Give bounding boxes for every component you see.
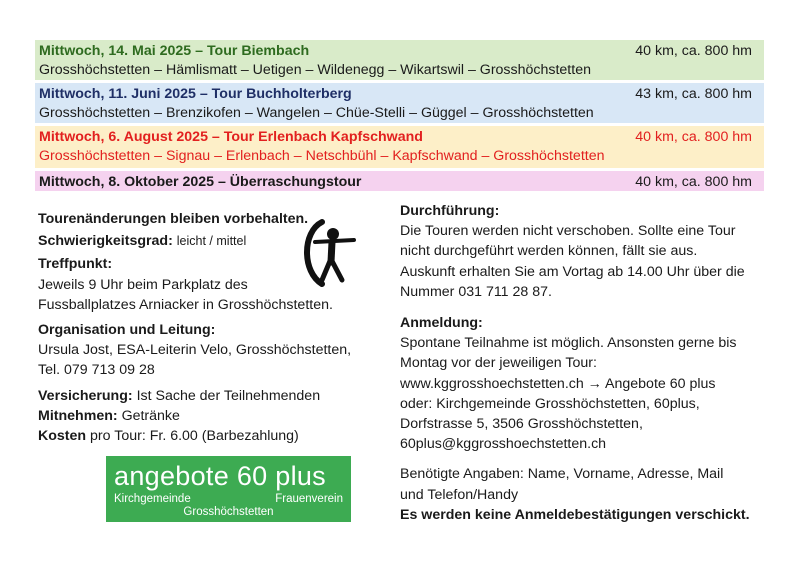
insurance-value: Ist Sache der Teilnehmenden <box>136 387 321 404</box>
brand-logo <box>106 456 351 522</box>
bring-value: Getränke <box>121 407 180 424</box>
org-label: Organisation und Leitung: <box>38 322 216 339</box>
cost-label: Kosten <box>38 428 87 445</box>
tour-row-3 <box>35 126 764 168</box>
execution-line: nicht durchgeführt werden können, fällt sie aus. <box>400 243 698 260</box>
registration-line: Dorfstrasse 5, 3506 Grosshöchstetten, <box>400 416 643 433</box>
registration-line: oder: Kirchgemeinde Grosshöchstetten, 60plus, <box>400 395 700 412</box>
reserve-note: Tourenänderungen bleiben vorbehalten. <box>38 211 309 227</box>
no-confirmation-note: Es werden keine Anmeldebestätigungen verschickt. <box>400 506 750 523</box>
brand-line-bottom: Grosshöchstetten <box>183 506 274 518</box>
brand-line-left: Kirchgemeinde <box>114 493 191 505</box>
brand-name: angebote 60 plus <box>114 461 326 491</box>
meeting-label: Treffpunkt: <box>38 256 113 273</box>
meeting-line: Jeweils 9 Uhr beim Parkplatz des <box>38 276 248 293</box>
tour-distance: 40 km, ca. 800 hm <box>635 129 752 145</box>
registration-email: 60plus@kggrosshoechstetten.ch <box>400 436 607 453</box>
execution-line: Nummer 031 711 28 87. <box>400 283 552 300</box>
tour-route: Grosshöchstetten – Signau – Erlenbach – Netschbühl – Kapfschwand – Grosshöchstetten <box>39 148 605 164</box>
execution-line: Auskunft erhalten Sie am Vortag ab 14.00 Uhr über die <box>400 263 745 280</box>
tour-row-4 <box>35 171 764 191</box>
tour-row-2 <box>35 83 764 123</box>
required-line: und Telefon/Handy <box>400 486 519 503</box>
person-circle-icon <box>300 216 362 288</box>
registration-line: Montag vor der jeweiligen Tour: <box>400 355 597 372</box>
org-line: Ursula Jost, ESA-Leiterin Velo, Grosshöchstetten, <box>38 342 352 359</box>
difficulty-value: leicht / mittel <box>176 234 247 249</box>
info-right <box>400 201 780 525</box>
registration-line: Spontane Teilnahme ist möglich. Ansonsten gerne bis <box>400 335 737 352</box>
meeting-line: Fussballplatzes Arniacker in Grosshöchstetten. <box>38 296 333 313</box>
tour-distance: 40 km, ca. 800 hm <box>635 174 752 190</box>
tour-title: Mittwoch, 6. August 2025 – Tour Erlenbach Kapfschwand <box>39 129 423 145</box>
registration-label: Anmeldung: <box>400 315 483 332</box>
tour-route: Grosshöchstetten – Hämlismatt – Uetigen – Wildenegg – Wikartswil – Grosshöchstetten <box>39 62 591 78</box>
tour-title: Mittwoch, 11. Juni 2025 – Tour Buchholterberg <box>39 86 352 102</box>
bring <box>38 406 378 426</box>
tour-title: Mittwoch, 14. Mai 2025 – Tour Biembach <box>39 43 310 59</box>
tour-route: Grosshöchstetten – Brenzikofen – Wangelen – Chüe-Stelli – Güggel – Grosshöchstetten <box>39 105 594 121</box>
difficulty-label: Schwierigkeitsgrad: <box>38 233 173 250</box>
required-line: Benötigte Angaben: Name, Vorname, Adresse, Mail <box>400 466 724 483</box>
cost <box>38 426 378 446</box>
brand-line-right: Frauenverein <box>275 493 343 505</box>
tour-distance: 40 km, ca. 800 hm <box>635 43 752 59</box>
execution-line: Die Touren werden nicht verschoben. Sollte eine Tour <box>400 223 736 240</box>
org-line: Tel. 079 713 09 28 <box>38 362 155 379</box>
insurance-label: Versicherung: <box>38 387 133 404</box>
insurance <box>38 386 378 406</box>
tour-title: Mittwoch, 8. Oktober 2025 – Überraschungstour <box>39 174 362 190</box>
cost-value: pro Tour: Fr. 6.00 (Barbezahlung) <box>90 428 299 445</box>
tour-row-1 <box>35 40 764 80</box>
registration-link: www.kggrosshoechstetten.ch → Angebote 60 plus <box>400 375 716 392</box>
bring-label: Mitnehmen: <box>38 407 118 424</box>
execution-label: Durchführung: <box>400 203 500 219</box>
tour-distance: 43 km, ca. 800 hm <box>635 86 752 102</box>
